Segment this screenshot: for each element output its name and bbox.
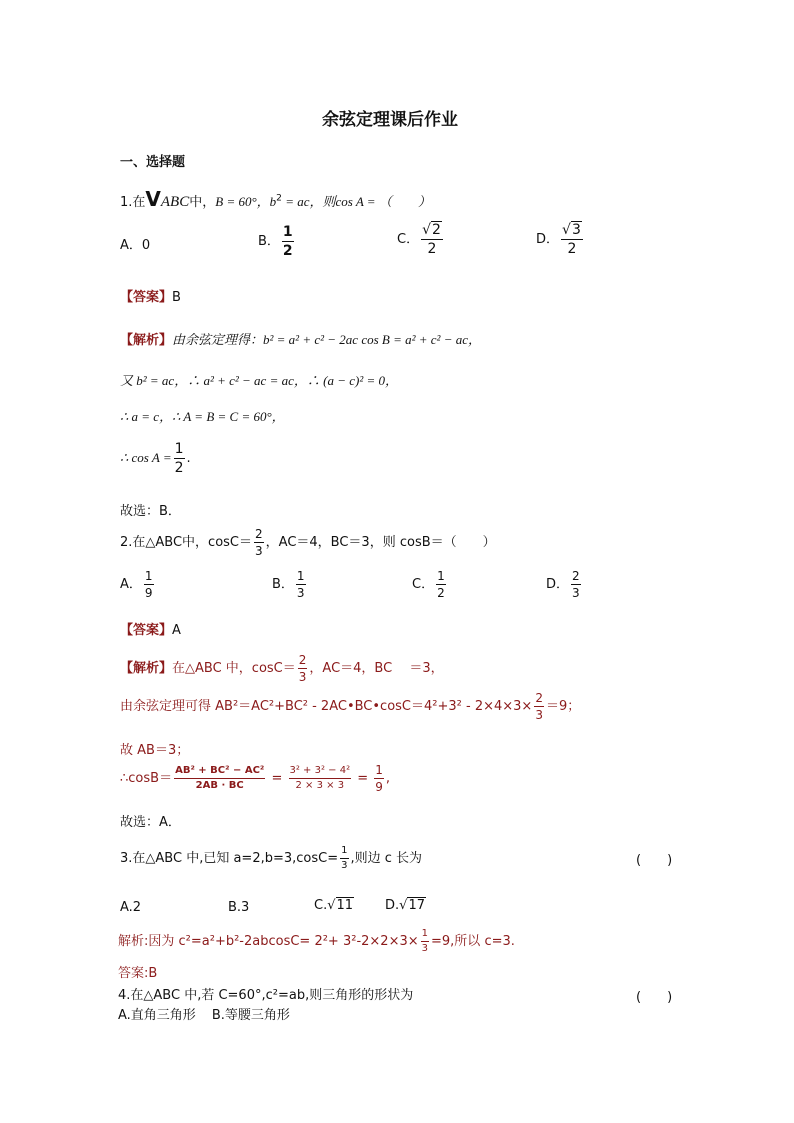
q1-answer: 【答案】B [120,290,181,305]
q1-option-b: B． $\frac{1}{2}$ [258,224,293,259]
q1-analysis-line2: 又 b² = ac，∴ a² + c² − ac = ac，∴ (a − c)² = 0， [120,373,398,388]
q4-stem: 4.在△ABC 中,若 C=60°,c²=ab,则三角形的形状为 [118,988,414,1003]
q1-option-a: A．0 [120,238,151,253]
page-title: 余弦定理课后作业 [322,110,458,130]
q3-option-a: A.2 [120,900,142,915]
q2-analysis-line2: 由余弦定理可得 AB²＝AC²+BC² - 2AC•BC•cosC＝4²+3² - 2×4×3× $\frac{2}{3}$ ＝9； [120,691,581,722]
q2-analysis-line3: 故 AB＝3； [120,743,190,758]
q3-analysis: 解析:因为 c²=a²+b²-2abcosC= 2²+ 3²-2×2×3× $\frac{1}{3}$ =9,所以 c=3. [118,928,515,954]
q1-analysis-line3: ∴ a = c，∴ A = B = C = 60°， [120,409,285,424]
q4-option-b: B.等腰三角形 [211,1008,290,1023]
q3-option-c: C.√11 [314,898,354,913]
q3-answer: 答案:B [118,966,158,981]
q3-option-d: D.√17 [385,898,425,913]
q2-conclusion: 故选：A． [120,815,181,830]
q1-option-d: D． $\frac{√3}{2}$ [536,222,581,257]
q1-option-c: C． $\frac{√2}{2}$ [397,222,441,257]
q2-option-a: A． $\frac{1}{9}$ [120,569,153,600]
q3-stem: 3.在△ABC 中,已知 a=2,b=3,cosC= $\frac{1}{3}$ ,则边 c 长为 [120,845,423,871]
q2-analysis-line4: ∴cosB＝ $\frac{\text{AB² + BC² − AC²}}{2AB \cdot BC}$ = $\frac{\text{3² + 3² − 4²}}{2 \times 3 \times 3}$ = $\frac{1}{9}$ , [120,763,391,794]
q1-analysis-line4: ∴ cos A = $\frac{1}{2}$ . [120,441,191,476]
q4-options [118,1004,290,1023]
q2-stem: 2.在△ABC中，cosC＝ $\frac{2}{3}$ ，AC＝4，BC＝3，则 cosB＝（ ） [120,527,496,558]
q2-option-c: C． $\frac{1}{2}$ [412,569,445,600]
q4-option-a: A.直角三角形 [118,1008,196,1023]
q2-analysis-line1: 【解析】在△ABC 中，cosC＝ $\frac{2}{3}$ ，AC＝4，BC ＝3， [120,653,444,684]
q2-option-d: D． $\frac{2}{3}$ [546,569,580,600]
q2-option-b: B． $\frac{1}{3}$ [272,569,305,600]
q1-stem: 1.在VABC中，B = 60°，$b^2$ = ac，则cos A = （ ） [120,187,431,211]
q2-answer: 【答案】A [120,623,181,638]
section-heading: 一、选择题 [120,155,186,170]
q3-blank: ( ) [636,853,673,868]
q3-option-b: B.3 [228,900,250,915]
q1-conclusion: 故选：B． [120,504,181,519]
q4-blank: ( ) [636,990,673,1005]
q1-analysis-line1: 【解析】由余弦定理得：b² = a² + c² − 2ac cos B = a² + c² − ac， [120,332,481,348]
